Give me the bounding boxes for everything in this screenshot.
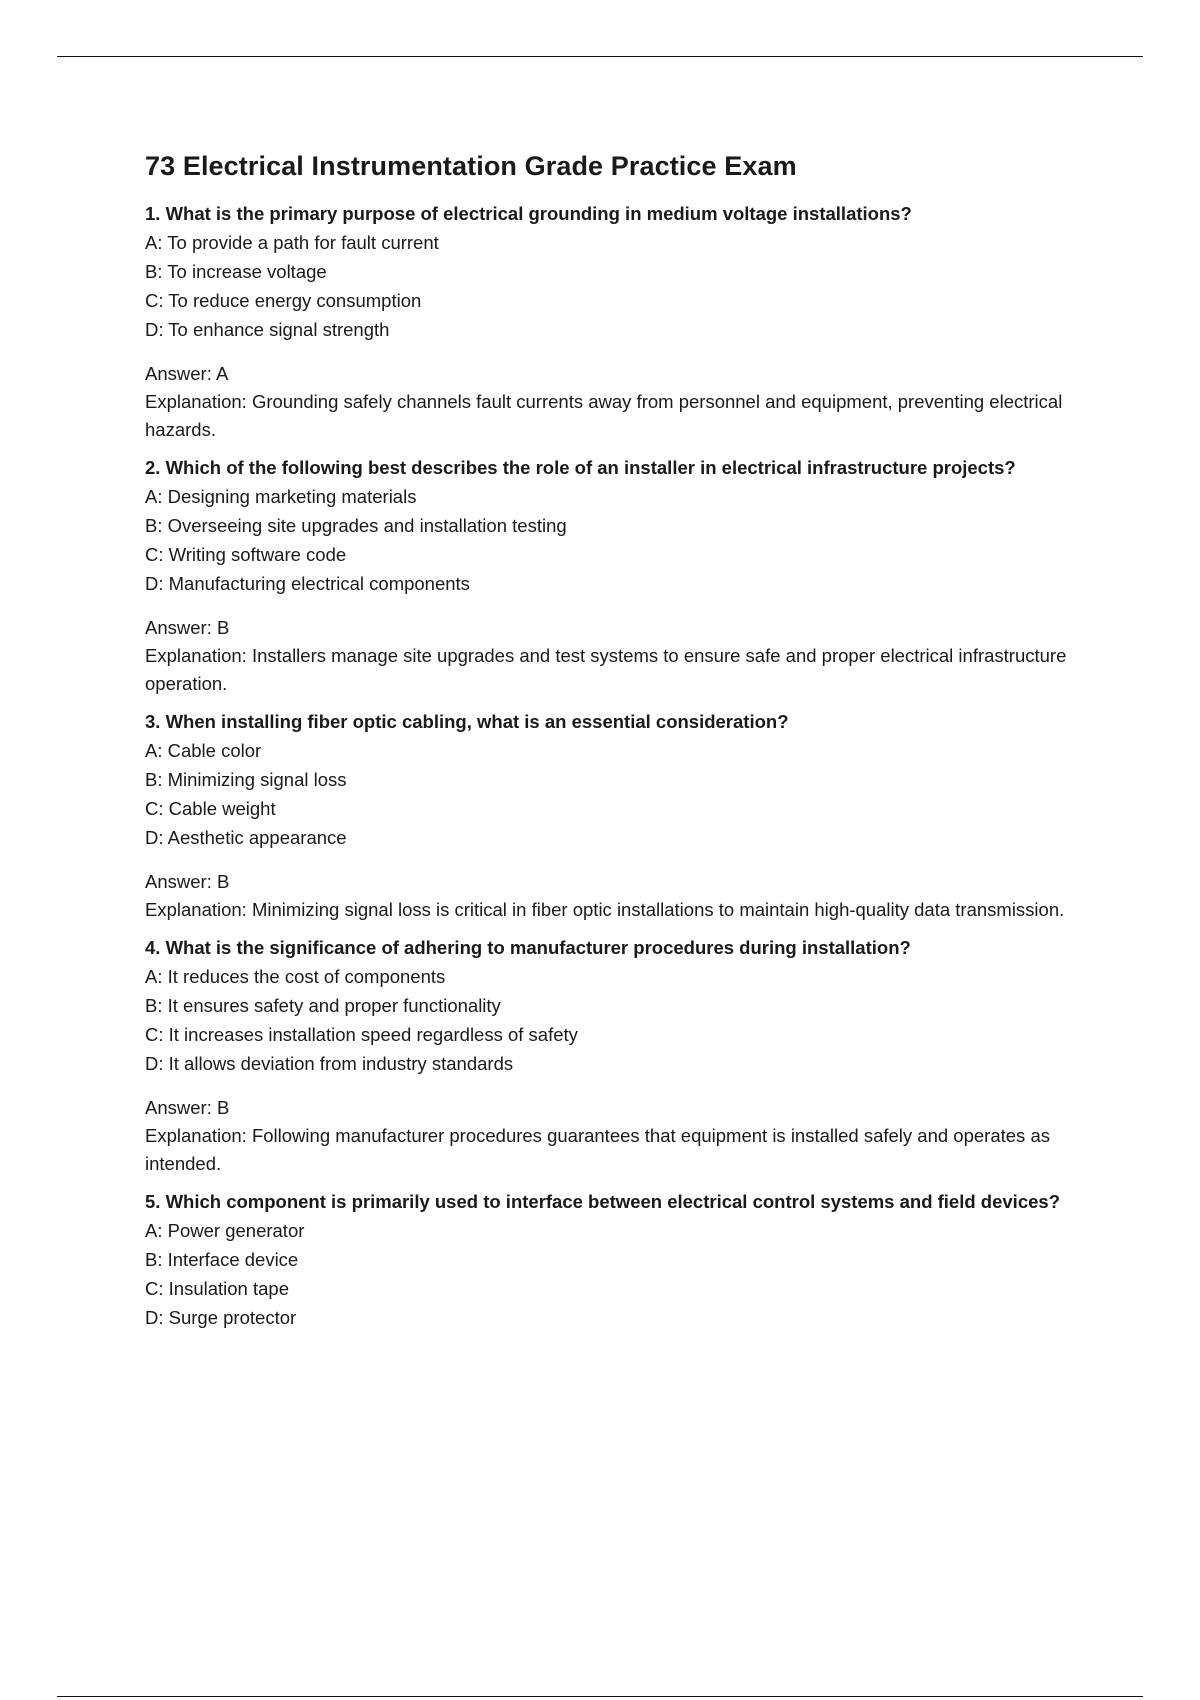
option-b: B: Interface device [145, 1249, 299, 1270]
option-a: A: Designing marketing materials [145, 486, 417, 507]
question-text: 4. What is the significance of adhering to manufacturer procedures during installation? [145, 937, 911, 958]
explanation-text: Explanation: Following manufacturer procedures guarantees that equipment is installed safely and operates as intended. [145, 1125, 1050, 1174]
question-text: 1. What is the primary purpose of electrical grounding in medium voltage installations? [145, 203, 912, 224]
option-b: B: Overseeing site upgrades and installation testing [145, 515, 567, 536]
option-c: C: It increases installation speed regardless of safety [145, 1024, 578, 1045]
option-d: D: Surge protector [145, 1307, 297, 1328]
explanation-text: Explanation: Minimizing signal loss is critical in fiber optic installations to maintain high-quality data transmission. [145, 899, 1065, 920]
option-b: B: It ensures safety and proper functionality [145, 995, 501, 1016]
option-d: D: Aesthetic appearance [145, 827, 347, 848]
option-d: D: It allows deviation from industry standards [145, 1053, 514, 1074]
question-text: 2. Which of the following best describes the role of an installer in electrical infrastructure projects? [145, 457, 1016, 478]
options-list [145, 736, 1085, 852]
answer-line: Answer: B [145, 617, 230, 638]
option-a: A: Power generator [145, 1220, 305, 1241]
explanation-text: Explanation: Grounding safely channels fault currents away from personnel and equipment, preventing electrical hazards. [145, 391, 1063, 440]
option-c: C: Cable weight [145, 798, 276, 819]
question-block-1 [145, 200, 1085, 444]
option-c: C: Insulation tape [145, 1278, 289, 1299]
option-d: D: To enhance signal strength [145, 319, 390, 340]
question-block-5 [145, 1188, 1085, 1332]
question-text: 5. Which component is primarily used to interface between electrical control systems and field devices? [145, 1191, 1060, 1212]
options-list [145, 962, 1085, 1078]
explanation-text: Explanation: Installers manage site upgrades and test systems to ensure safe and proper electrical infrastructure operation. [145, 645, 1067, 694]
question-block-4 [145, 934, 1085, 1178]
question-text: 3. When installing fiber optic cabling, what is an essential consideration? [145, 711, 789, 732]
option-b: B: Minimizing signal loss [145, 769, 347, 790]
options-list [145, 482, 1085, 598]
answer-line: Answer: A [145, 363, 229, 384]
option-a: A: Cable color [145, 740, 262, 761]
question-block-2 [145, 454, 1085, 698]
top-rule [57, 56, 1143, 57]
document-body [145, 146, 1085, 1332]
option-c: C: Writing software code [145, 544, 347, 565]
bottom-rule [57, 1696, 1143, 1697]
option-b: B: To increase voltage [145, 261, 327, 282]
document-title: 73 Electrical Instrumentation Grade Practice Exam [145, 151, 797, 181]
options-list [145, 228, 1085, 344]
option-a: A: It reduces the cost of components [145, 966, 446, 987]
answer-line: Answer: B [145, 871, 230, 892]
options-list [145, 1216, 1085, 1332]
answer-line: Answer: B [145, 1097, 230, 1118]
option-d: D: Manufacturing electrical components [145, 573, 470, 594]
option-c: C: To reduce energy consumption [145, 290, 422, 311]
option-a: A: To provide a path for fault current [145, 232, 439, 253]
question-block-3 [145, 708, 1085, 924]
